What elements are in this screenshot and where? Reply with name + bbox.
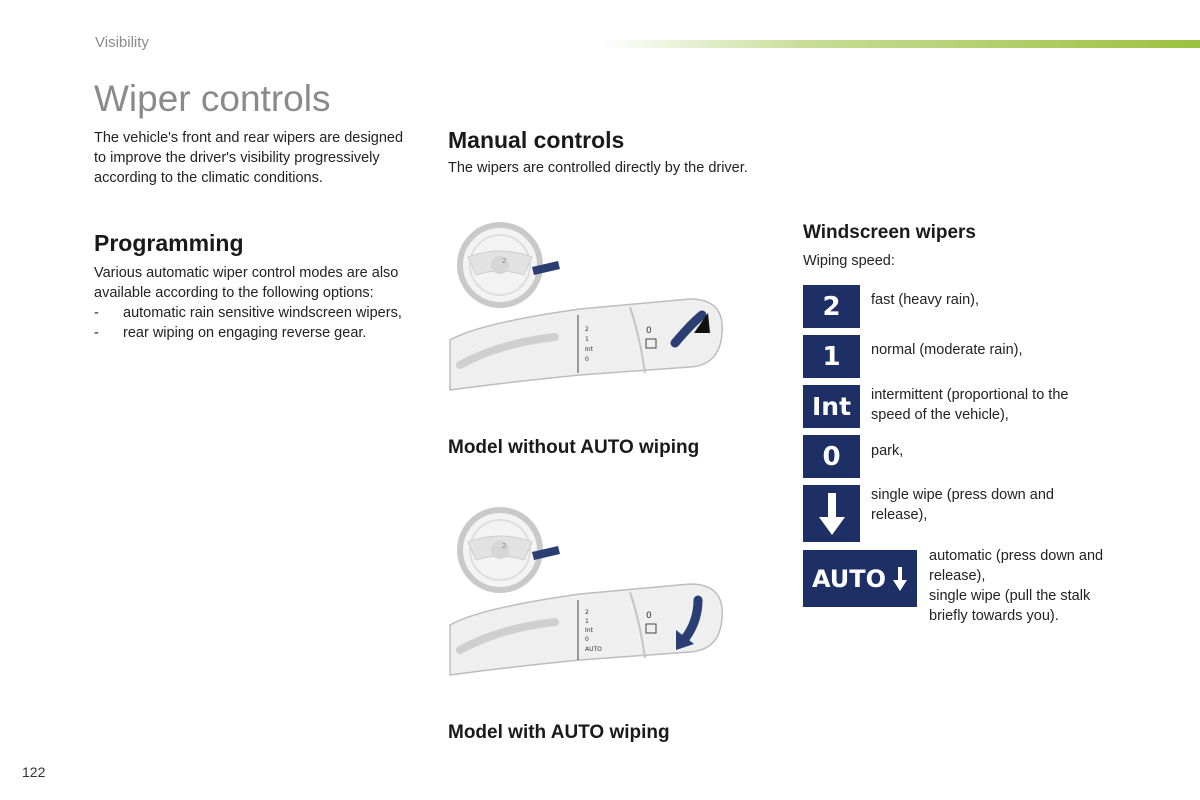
speed-text-auto-line1: automatic (press down and release),: [929, 548, 1104, 584]
windscreen-wipers-heading: Windscreen wipers: [803, 222, 976, 243]
caption-with-auto: Model with AUTO wiping: [448, 722, 670, 743]
speed-text-fast: fast (heavy rain),: [871, 292, 979, 308]
stalk-label-1: 1: [585, 618, 589, 625]
speed-text-auto-line2: single wipe (pull the stalk briefly towards you).: [929, 588, 1091, 624]
speed-text-auto: [929, 546, 1129, 626]
wiper-stalk-illustration-with-auto: [440, 500, 740, 690]
auto-badge-label: AUTO: [811, 564, 887, 593]
auto-badge: [803, 550, 917, 607]
stalk-label-2: 2: [585, 326, 589, 333]
bullet-text: rear wiping on engaging reverse gear.: [123, 325, 367, 341]
steering-wheel-icon: [460, 225, 540, 305]
wiper-stalk-illustration-without-auto: [440, 215, 740, 400]
speed-text-single-wipe: single wipe (press down and release),: [871, 487, 1054, 523]
stalk-label-1: 1: [585, 336, 589, 343]
bullet-marker: -: [94, 325, 99, 341]
stalk-label-auto: AUTO: [585, 646, 602, 653]
manual-controls-heading: Manual controls: [448, 127, 625, 153]
stalk-label-int: Int: [585, 627, 593, 634]
header-accent-bar: [600, 40, 1200, 48]
page-title: Wiper controls: [94, 78, 331, 119]
speed-badge-0: 0: [803, 435, 860, 478]
intro-text: The vehicle's front and rear wipers are designed to improve the driver's visibility progressively according to the climatic conditions.: [94, 130, 404, 186]
section-label: Visibility: [95, 34, 149, 51]
rear-wiper-label: 0: [646, 611, 652, 621]
wiping-speed-label: Wiping speed:: [803, 253, 895, 269]
stalk-label-0: 0: [585, 356, 589, 363]
programming-bullets: [94, 303, 434, 343]
speed-badge-2: 2: [803, 285, 860, 328]
down-arrow-icon: [817, 491, 847, 537]
speed-text-park: park,: [871, 443, 904, 459]
speed-badge-int: Int: [803, 385, 860, 428]
list-item: [94, 323, 434, 343]
stalk-label-int: Int: [585, 346, 593, 353]
speed-text-intermittent: intermittent (proportional to the speed of the vehicle),: [871, 387, 1069, 423]
speed-text-normal: normal (moderate rain),: [871, 342, 1023, 358]
rear-wiper-label: 0: [646, 326, 652, 336]
down-arrow-icon: [892, 566, 908, 592]
page-number: 122: [22, 764, 46, 780]
manual-controls-text: The wipers are controlled directly by the driver.: [448, 160, 748, 176]
speed-badge-1: 1: [803, 335, 860, 378]
caption-without-auto: Model without AUTO wiping: [448, 437, 700, 458]
stalk-label-2: 2: [585, 609, 589, 616]
stalk-label-0: 0: [585, 636, 589, 643]
programming-heading: Programming: [94, 230, 244, 256]
svg-text:2: 2: [502, 257, 507, 265]
programming-text: Various automatic wiper control modes are also available according to the following options:: [94, 265, 399, 301]
steering-wheel-icon: [460, 510, 540, 590]
svg-text:2: 2: [502, 542, 507, 550]
bullet-marker: -: [94, 305, 99, 321]
list-item: [94, 303, 434, 323]
bullet-text: automatic rain sensitive windscreen wipers,: [123, 305, 402, 321]
down-arrow-badge: [803, 485, 860, 542]
